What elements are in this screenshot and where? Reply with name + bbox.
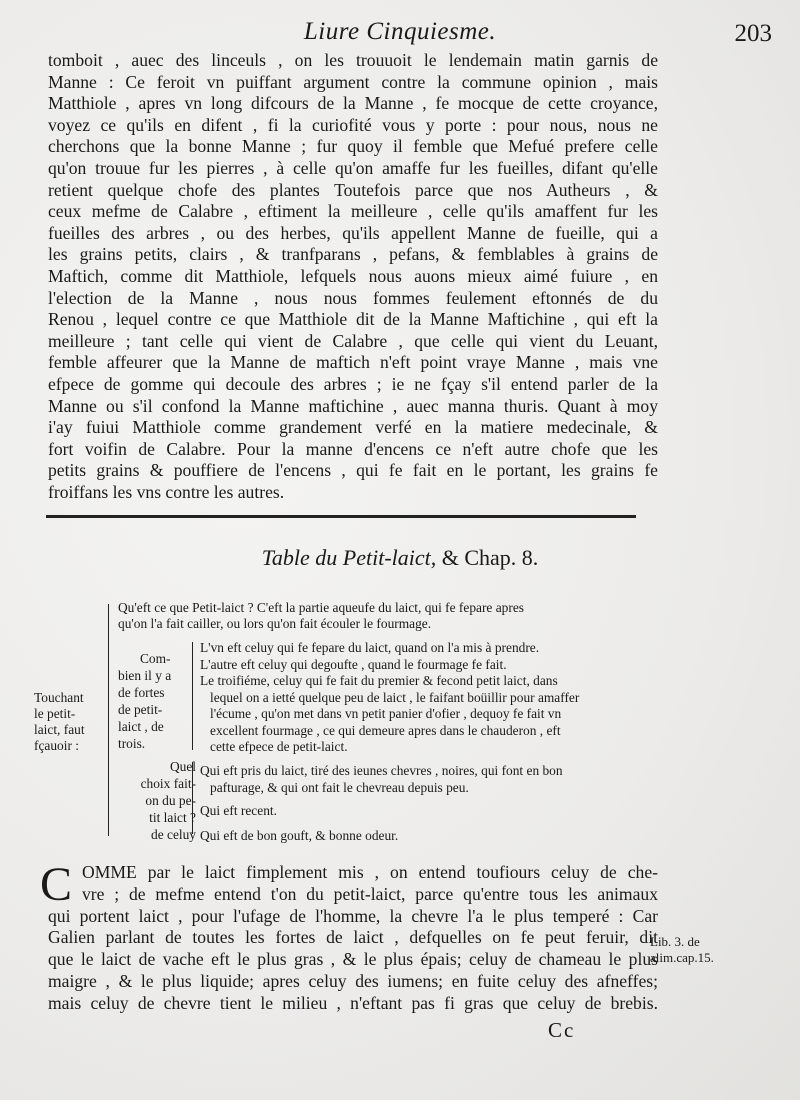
table-question-3-label: Quel choix fait- on du pe- tit laict ? de celuy [140, 759, 196, 842]
margin-note: Lib. 3. de alim.cap.15. [650, 934, 714, 965]
text-line: tomboit , auec des linceuls , on les trouuoit le lendemain matin garnis de [48, 50, 658, 70]
page-number: 203 [734, 20, 772, 47]
text-line: l'election de la Manne , nous nous fommes feulement eftonnés de du [48, 287, 658, 308]
text-line: Renou , lequel contre ce que Matthiole dit de la Manne Maftichine , qui eft la [48, 309, 658, 330]
catchword: Cc [548, 1018, 576, 1042]
section-title [0, 545, 800, 571]
q2-brace [192, 642, 193, 750]
text-line: femble affeurer que la Manne de maftich n'eft point vraye Manne , mais vne [48, 352, 658, 373]
text-line: Matthiole , apres vn long difcours de la Manne , fe mocque de cette croyance, [48, 93, 658, 114]
text-line: Manne ou s'il confond la Manne maftichine , auec manna thuris. Quant à moy [48, 395, 658, 416]
section-divider [46, 515, 636, 518]
text-line: voyez ce qu'ils en difent , fi la curiofité vous y porte : pour nous, nous ne [48, 114, 658, 135]
synoptic-table [0, 590, 800, 850]
table-question-2-items: L'vn eft celuy qui fe fepare du laict, quand on l'a mis à prendre. L'autre eft celuy qui degoufte , quand le fourmage fe fait. Le troifiéme, celuy qui fe fait du premier & fecond petit laict, dans lequel on a ietté quelque peu de laict , le faifant boüillir pour amaffer l'écume , qu'on met dans vn petit panier d'ofier , dequoy fe fait vn excellent fourmage , ce qui demeure apres dans le chauderon , eft cette efpece de petit-laict. [200, 640, 580, 754]
text-line: i'ay fuiui Matthiole comme grandement verfé en la matiere medecinale, & [48, 417, 658, 438]
text-line: qui portent laict , pour l'ufage de l'homme, la chevre l'a le plus temperé : Car [48, 905, 658, 926]
text-line: maigre , & le plus liquide; apres celuy des iumens; en fuite celuy des afneffes; [48, 970, 658, 991]
text-line: Manne : Ce feroit vn puiffant argument contre la commune opinion , mais [48, 71, 658, 92]
drop-capital: C [40, 858, 73, 911]
table-question-1: Qu'eft ce que Petit-laict ? C'eft la partie aqueufe du laict, qui fe fepare apres qu'on l'a fait cailler, ou lors qu'on fait écouler le fourmage. [118, 600, 524, 631]
text-line: Galien parlant de toutes les fortes de laict , defquelles on fe peut feruir, dit [48, 927, 658, 948]
table-question-2-label: Com- bien il y a de fortes de petit- laict , de trois. [118, 651, 172, 751]
main-brace [108, 604, 109, 836]
body-text [48, 50, 658, 503]
table-root-label: Touchant le petit- laict, faut fçauoir : [34, 690, 85, 753]
text-line: OMME par le laict fimplement mis , on entend toufiours celuy de che- [82, 862, 658, 882]
text-line: qu'on trouue fur les pierres , à celle qu'on amaffe fur les fueilles, difant qu'elle [48, 157, 658, 178]
text-line: fueilles des arbres , ou des herbes, qu'ils appellent Manne de fueille, qui a [48, 222, 658, 243]
text-line: ceux mefme de Calabre , eftiment la meilleure , celle qu'ils amaffent fur les [48, 201, 658, 222]
chapter-opening-text [48, 862, 658, 1015]
text-line: cherchons que la bonne Manne ; fur quoy il femble que Mefué prefere celle [48, 136, 658, 157]
text-line: mais celuy de chevre tient le milieu , n'eftant pas fi gras que celuy de brebis. [48, 992, 658, 1013]
running-head: Liure Cinquiesme. [303, 18, 497, 45]
text-line: les grains petits, clairs , & tranfparans , pefans, & femblables à grains de [48, 244, 658, 265]
text-line: vre ; de mefme entend t'on du petit-laict, parce qu'entre tous les animaux [82, 883, 658, 904]
text-line: retient quelque chofe des plantes Toutefois parce que nos Autheurs , & [48, 179, 658, 200]
text-line: fort voifin de Calabre. Pour la manne d'encens ce n'eft autre chofe que les [48, 438, 658, 459]
text-line: meilleure ; tant celle qui vient de Calabre , que celle qui vient du Leuant, [48, 330, 658, 351]
text-line: que le laict de vache eft le plus gras , & le plus épais; celuy de chameau le plus [48, 949, 658, 970]
text-line: froiffans les vns contre les autres. [48, 481, 285, 502]
table-question-3-items: Qui eft pris du laict, tiré des ieunes chevres , noires, qui font en bon pafturage, & qui ont fait le chevreau depuis peu. Qui eft recent. Qui eft de bon gouft, & bonne odeur. [200, 763, 563, 843]
section-title-italic: Table du Petit-laict, [261, 545, 437, 570]
q3-brace [192, 762, 193, 834]
text-line: Maftich, comme dit Matthiole, lefquels nous auons mieux aimé fuiure , en [48, 265, 658, 286]
section-title-roman: & Chap. 8. [441, 545, 539, 570]
text-line: efpece de gomme qui decoule des arbres ; ie ne fçay s'il entend parler de la [48, 373, 658, 394]
text-line: petits grains & pouffiere de l'encens , qui fe fait en le portant, les grains fe [48, 460, 658, 481]
